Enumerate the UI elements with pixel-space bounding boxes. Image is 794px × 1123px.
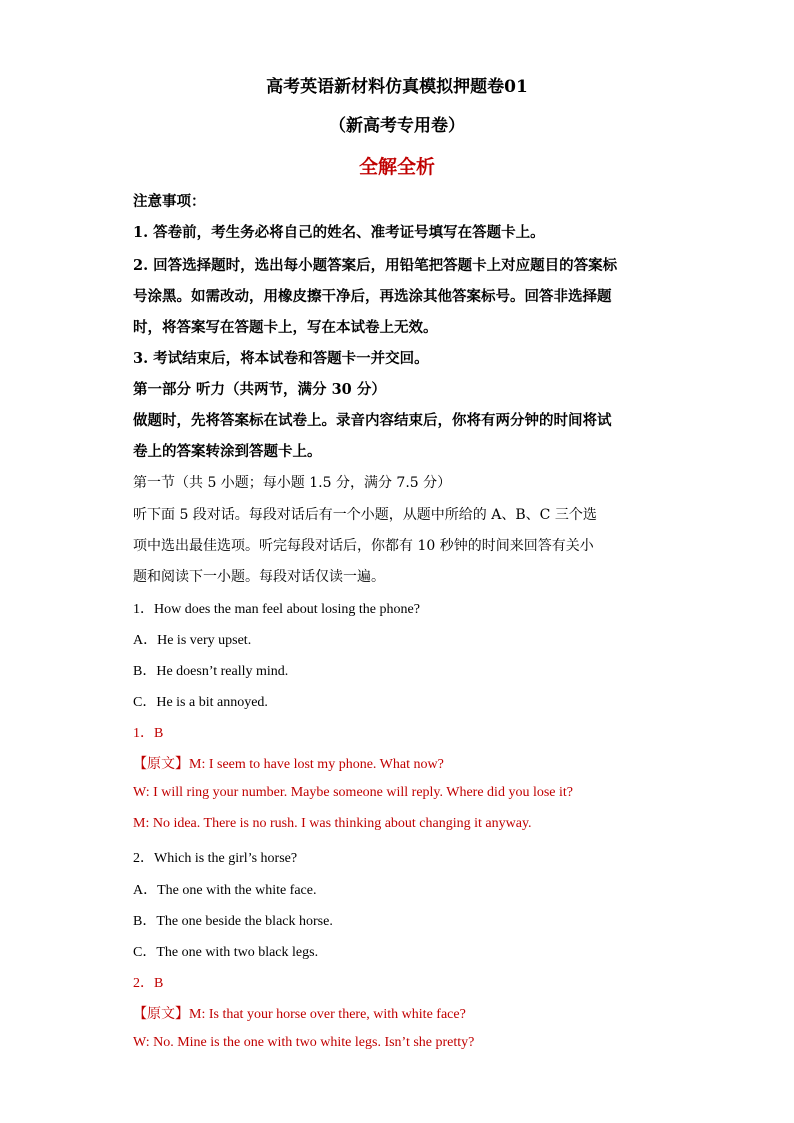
question-2-transcript-line-1 — [133, 1003, 466, 1023]
notice-item-2-line-3: 时，将答案写在答题卡上，写在本试卷上无效。 — [133, 319, 438, 336]
question-1-option-a: A．He is very upset. — [133, 633, 252, 648]
question-2-option-c: C．The one with two black legs. — [133, 945, 319, 960]
question-1-stem: 1．How does the man feel about losing the phone? — [133, 602, 420, 617]
question-2-transcript-line-2: W: No. Mine is the one with two white legs. Isn’t she pretty? — [133, 1035, 475, 1050]
question-1-answer: 1．B — [133, 726, 164, 741]
question-2-option-b: B．The one beside the black horse. — [133, 914, 333, 929]
section1-instruction-line-1: 听下面 5 段对话。每段对话后有一个小题，从题中所给的 A、B、C 三个选 — [133, 507, 597, 523]
question-1-transcript-line-2: W: I will ring your number. Maybe someone will reply. Where did you lose it? — [133, 785, 573, 800]
question-1-transcript-line-3: M: No idea. There is no rush. I was thinking about changing it anyway. — [133, 816, 532, 831]
question-1-option-c: C．He is a bit annoyed. — [133, 695, 268, 710]
transcript-text: M: I seem to have lost my phone. What now? — [189, 757, 444, 772]
notice-item-2-line-1: 2. 回答选择题时，选出每小题答案后，用铅笔把答题卡上对应题目的答案标 — [133, 257, 618, 274]
transcript-text: M: Is that your horse over there, with white face? — [189, 1007, 466, 1022]
answer-key-label: 全解全析 — [358, 156, 435, 178]
question-2-stem: 2．Which is the girl’s horse? — [133, 851, 298, 866]
transcript-tag: 【原文】 — [133, 1007, 189, 1022]
page-subtitle: （新高考专用卷） — [329, 116, 465, 136]
question-2-answer: 2．B — [133, 976, 164, 991]
question-1-transcript-line-1 — [133, 753, 444, 773]
part1-heading: 第一部分 听力（共两节，满分 30 分） — [133, 381, 386, 398]
notice-item-3: 3. 考试结束后，将本试卷和答题卡一并交回。 — [133, 350, 429, 367]
part1-instruction-line-2: 卷上的答案转涂到答题卡上。 — [133, 443, 322, 460]
page-title: 高考英语新材料仿真模拟押题卷01 — [266, 77, 528, 97]
notice-item-1: 1. 答卷前，考生务必将自己的姓名、准考证号填写在答题卡上。 — [133, 224, 545, 241]
notice-item-2-line-2: 号涂黑。如需改动，用橡皮擦干净后，再选涂其他答案标号。回答非选择题 — [133, 288, 612, 305]
section1-heading: 第一节（共 5 小题；每小题 1.5 分，满分 7.5 分） — [133, 475, 452, 491]
notice-heading: 注意事项： — [133, 193, 206, 210]
question-1-option-b: B．He doesn’t really mind. — [133, 664, 289, 679]
question-2-option-a: A．The one with the white face. — [133, 883, 317, 898]
section1-instruction-line-2: 项中选出最佳选项。听完每段对话后，你都有 10 秒钟的时间来回答有关小 — [133, 538, 594, 554]
transcript-tag: 【原文】 — [133, 757, 189, 772]
part1-instruction-line-1: 做题时，先将答案标在试卷上。录音内容结束后，你将有两分钟的时间将试 — [133, 412, 612, 429]
section1-instruction-line-3: 题和阅读下一小题。每段对话仅读一遍。 — [133, 569, 385, 585]
